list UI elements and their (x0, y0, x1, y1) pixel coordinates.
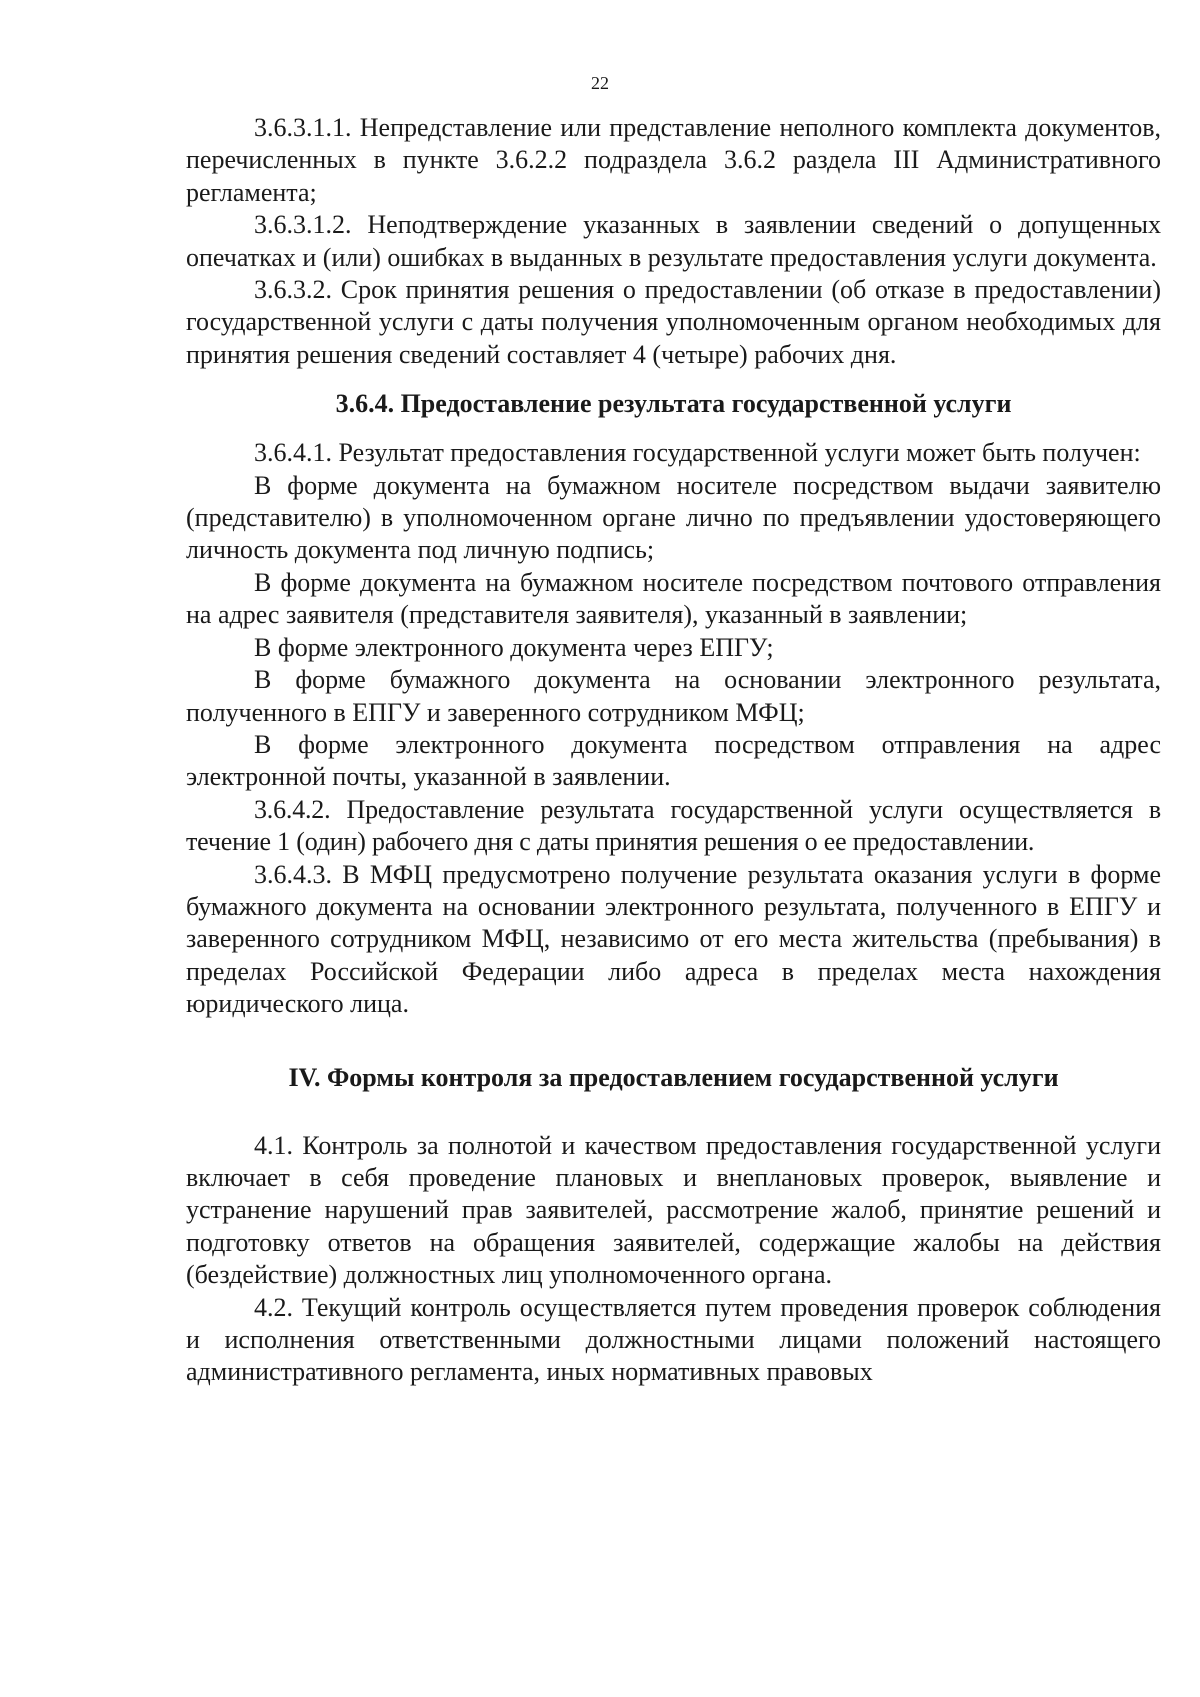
page-number: 22 (591, 73, 609, 93)
paragraph-3-6-3-1-1: 3.6.3.1.1. Непредставление или представление неполного комплекта документов, перечисленных в пункте 3.6.2.2 подраздела 3.6.2 раздела III Административного регламента; (186, 113, 1161, 207)
paragraph-result-electronic-epgu: В форме электронного документа через ЕПГУ; (254, 632, 774, 662)
paragraph-3-6-4-3: 3.6.4.3. В МФЦ предусмотрено получение результата оказания услуги в форме бумажного документа на основании электронного результата, полученного в ЕПГУ и заверенного сотрудником МФЦ, независимо от его места жительства (пребывания) в пределах Российской Федерации либо адреса в пределах места нахождения юридического лица. (186, 859, 1161, 1019)
paragraph-result-paper-in-person: В форме документа на бумажном носителе посредством выдачи заявителю (представителю) в уполномоченном органе лично по предъявлении удостоверяющего личность документа под личную подпись; (186, 470, 1161, 565)
section-heading-3-6-4: 3.6.4. Предоставление результата государственной услуги (335, 389, 1012, 419)
paragraph-result-paper-by-mail: В форме документа на бумажном носителе посредством почтового отправления на адрес заявителя (представителя заявителя), указанный в заявлении; (186, 567, 1161, 630)
section-heading-iv: IV. Формы контроля за предоставлением государственной услуги (288, 1062, 1059, 1092)
document-body (186, 112, 1161, 1389)
paragraph-result-paper-mfc: В форме бумажного документа на основании электронного результата, полученного в ЕПГУ и заверенного сотрудником МФЦ; (186, 665, 1161, 727)
paragraph-result-electronic-email: В форме электронного документа посредством отправления на адрес электронной почты, указанной в заявлении. (186, 729, 1161, 792)
paragraph-3-6-3-1-2: 3.6.3.1.2. Неподтверждение указанных в заявлении сведений о допущенных опечатках и (или) ошибках в выданных в результате предоставления услуги документа. (186, 210, 1161, 272)
paragraph-4-1: 4.1. Контроль за полнотой и качеством предоставления государственной услуги включает в себя проведение плановых и внеплановых проверок, выявление и устранение нарушений прав заявителей, рассмотрение жалоб, принятие решений и подготовку ответов на обращения заявителей, содержащие жалобы на действия (бездействие) должностных лиц уполномоченного органа. (186, 1130, 1161, 1290)
paragraph-3-6-4-1: 3.6.4.1. Результат предоставления государственной услуги может быть получен: (254, 438, 1141, 468)
paragraph-3-6-4-2: 3.6.4.2. Предоставление результата государственной услуги осуществляется в течение 1 (один) рабочего дня с даты принятия решения о ее предоставлении. (186, 794, 1161, 857)
paragraph-3-6-3-2: 3.6.3.2. Срок принятия решения о предоставлении (об отказе в предоставлении) государственной услуги с даты получения уполномоченным органом необходимых для принятия решения сведений составляет 4 (четыре) рабочих дня. (186, 275, 1161, 369)
paragraph-4-2: 4.2. Текущий контроль осуществляется путем проведения проверок соблюдения и исполнения ответственными должностными лицами положений настоящего административного регламента, иных нормативных правовых (186, 1292, 1161, 1387)
